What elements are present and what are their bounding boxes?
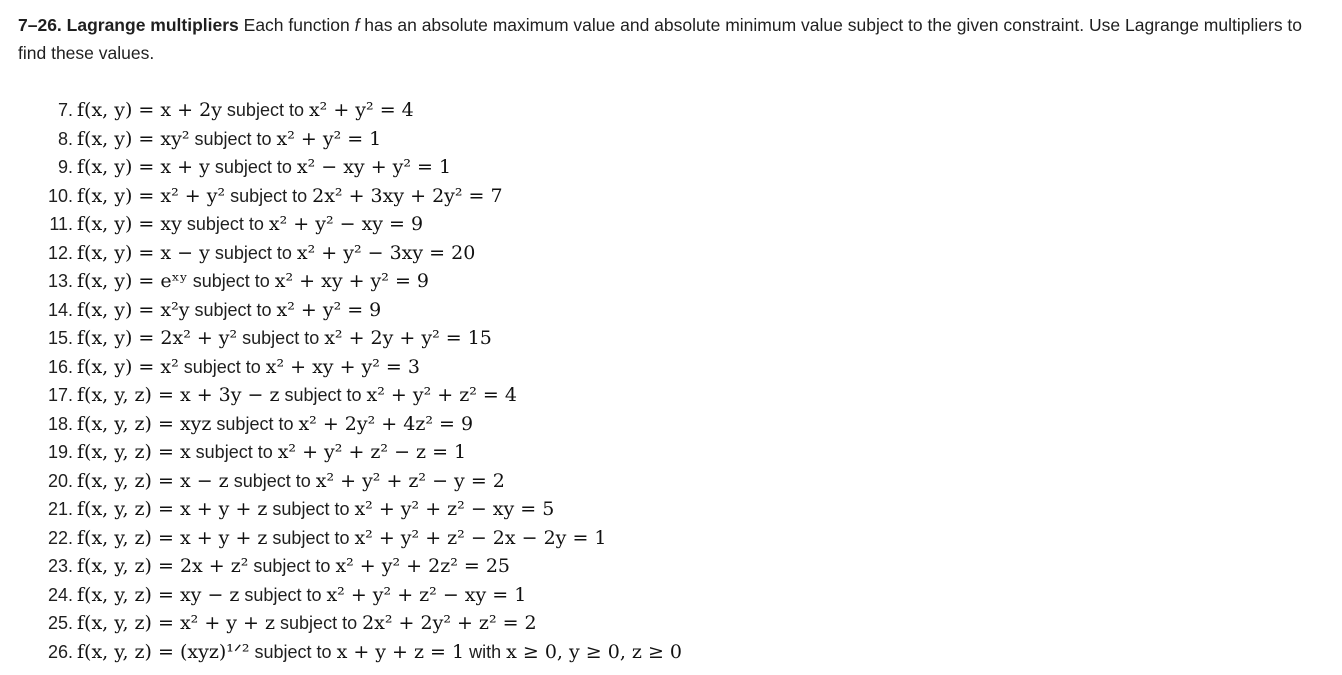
exercise-number: 22.: [47, 527, 73, 548]
exercise-constraint: x² + y² + z² − xy = 1: [326, 583, 527, 606]
exercise-number: 9.: [57, 157, 73, 177]
intro-text-pre: Each function: [238, 15, 355, 35]
exercise-constraint: x² + y² + z² − y = 2: [315, 469, 505, 492]
exercise-item: [37, 638, 682, 667]
exercise-connector: subject to: [254, 641, 332, 662]
exercise-item: [37, 410, 682, 439]
exercise-item: [37, 552, 682, 581]
exercise-constraint: x² − xy + y² = 1: [296, 156, 452, 178]
exercise-function: f(x, y) = 2x² + y²: [77, 327, 238, 349]
exercise-number: 8.: [57, 128, 73, 149]
exercise-constraint: x² + y² + 2z² = 25: [335, 555, 511, 577]
exercise-function: f(x, y, z) = x + 3y − z: [77, 384, 280, 406]
exercise-function: f(x, y, z) = xyz: [77, 412, 212, 435]
intro-variable: f: [354, 15, 360, 35]
exercise-function: f(x, y) = x + 2y: [77, 99, 222, 121]
exercise-item: [37, 324, 682, 353]
exercise-constraint: x² + y² = 9: [276, 298, 382, 321]
exercise-function: f(x, y, z) = x + y + z: [77, 526, 268, 549]
intro-text-post: has an absolute maximum value and absolute minimum value subject to the given constraint. Use Lagrange multipliers to find these values.: [18, 15, 1303, 63]
exercise-function: f(x, y) = x − y: [77, 241, 210, 264]
exercise-number: 18.: [47, 413, 73, 434]
exercise-list: [37, 96, 682, 666]
exercise-constraint: x² + y² = 1: [276, 127, 382, 150]
exercise-connector: subject to: [183, 356, 261, 377]
exercise-constraint: x² + y² + z² = 4: [366, 384, 517, 406]
exercise-function: f(x, y, z) = x + y + z: [77, 498, 268, 520]
section-title: 7–26. Lagrange multipliers: [18, 15, 239, 35]
exercise-function: f(x, y) = xy: [77, 213, 182, 235]
exercise-constraint: x² + 2y² + 4z² = 9: [298, 412, 474, 435]
exercise-connector: subject to: [253, 556, 331, 576]
exercise-connector: subject to: [280, 613, 358, 633]
exercise-connector: subject to: [230, 185, 308, 206]
exercise-number: 21.: [47, 499, 73, 519]
exercise-item: [37, 524, 682, 553]
exercise-number: 26.: [47, 641, 73, 662]
exercise-constraint: x² + y² + z² − 2x − 2y = 1: [354, 526, 607, 549]
exercise-number: 12.: [47, 242, 73, 263]
exercise-item: [37, 239, 682, 268]
exercise-number: 23.: [47, 556, 73, 576]
exercise-function: f(x, y, z) = x² + y + z: [77, 612, 276, 634]
exercise-number: 7.: [57, 100, 73, 120]
exercise-number: 19.: [47, 442, 73, 462]
exercise-number: 20.: [47, 470, 73, 491]
exercise-connector: subject to: [233, 470, 311, 491]
exercise-constraint: 2x² + 2y² + z² = 2: [362, 612, 537, 634]
exercise-item: [37, 581, 682, 610]
exercise-connector-with: with: [469, 641, 502, 662]
exercise-constraint: 2x² + 3xy + 2y² = 7: [312, 184, 503, 207]
exercise-function: f(x, y, z) = (xyz)¹ᐟ²: [77, 640, 250, 663]
exercise-number: 13.: [47, 271, 73, 291]
exercise-item: [37, 267, 682, 296]
exercise-function: f(x, y) = x²: [77, 355, 179, 378]
exercise-connector: subject to: [192, 271, 270, 291]
exercise-constraint: x² + y² − 3xy = 20: [296, 241, 476, 264]
exercise-function: f(x, y, z) = x − z: [77, 469, 229, 492]
exercise-connector: subject to: [284, 385, 362, 405]
exercise-number: 24.: [47, 584, 73, 605]
exercise-item: [37, 125, 682, 154]
exercise-instructions: [18, 11, 1324, 67]
exercise-item: [37, 96, 682, 125]
exercise-connector: subject to: [186, 214, 264, 234]
exercise-connector: subject to: [216, 413, 294, 434]
exercise-function: f(x, y) = x²y: [77, 298, 190, 321]
exercise-number: 15.: [47, 328, 73, 348]
exercise-number: 11.: [49, 214, 73, 234]
exercise-function: f(x, y, z) = 2x + z²: [77, 555, 249, 577]
exercise-connector: subject to: [244, 584, 322, 605]
exercise-constraint: x² + xy + y² = 3: [265, 355, 420, 378]
exercise-function: f(x, y) = eˣʸ: [77, 270, 188, 292]
exercise-function: f(x, y) = x² + y²: [77, 184, 226, 207]
exercise-constraint: x² + y² + z² − z = 1: [277, 441, 467, 463]
exercise-connector: subject to: [194, 299, 272, 320]
exercise-constraint: x² + 2y + y² = 15: [324, 327, 492, 349]
exercise-item: [37, 438, 682, 467]
exercise-number: 16.: [47, 356, 73, 377]
exercise-connector: subject to: [214, 242, 292, 263]
exercise-function: f(x, y, z) = x: [77, 441, 191, 463]
exercise-number: 17.: [47, 385, 73, 405]
exercise-constraint: x² + y² = 4: [308, 99, 414, 121]
exercise-number: 25.: [47, 613, 73, 633]
exercise-number: 14.: [47, 299, 73, 320]
exercise-item: [37, 153, 682, 182]
exercise-connector: subject to: [226, 100, 304, 120]
exercise-connector: subject to: [242, 328, 320, 348]
exercise-number: 10.: [47, 185, 73, 206]
exercise-connector: subject to: [195, 442, 273, 462]
exercise-connector: subject to: [272, 499, 350, 519]
exercise-item: [37, 210, 682, 239]
exercise-item: [37, 296, 682, 325]
exercise-condition: x ≥ 0, y ≥ 0, z ≥ 0: [506, 640, 683, 663]
exercise-constraint: x² + y² − xy = 9: [268, 213, 424, 235]
exercise-function: f(x, y, z) = xy − z: [77, 583, 240, 606]
exercise-item: [37, 353, 682, 382]
exercise-connector: subject to: [272, 527, 350, 548]
exercise-connector: subject to: [214, 157, 292, 177]
exercise-item: [37, 182, 682, 211]
exercise-function: f(x, y) = x + y: [77, 156, 210, 178]
exercise-item: [37, 467, 682, 496]
exercise-item: [37, 609, 682, 638]
exercise-constraint: x² + xy + y² = 9: [274, 270, 429, 292]
exercise-function: f(x, y) = xy²: [77, 127, 190, 150]
exercise-connector: subject to: [194, 128, 272, 149]
exercise-constraint: x² + y² + z² − xy = 5: [354, 498, 555, 520]
exercise-item: [37, 381, 682, 410]
exercise-constraint: x + y + z = 1: [336, 640, 465, 663]
exercise-item: [37, 495, 682, 524]
